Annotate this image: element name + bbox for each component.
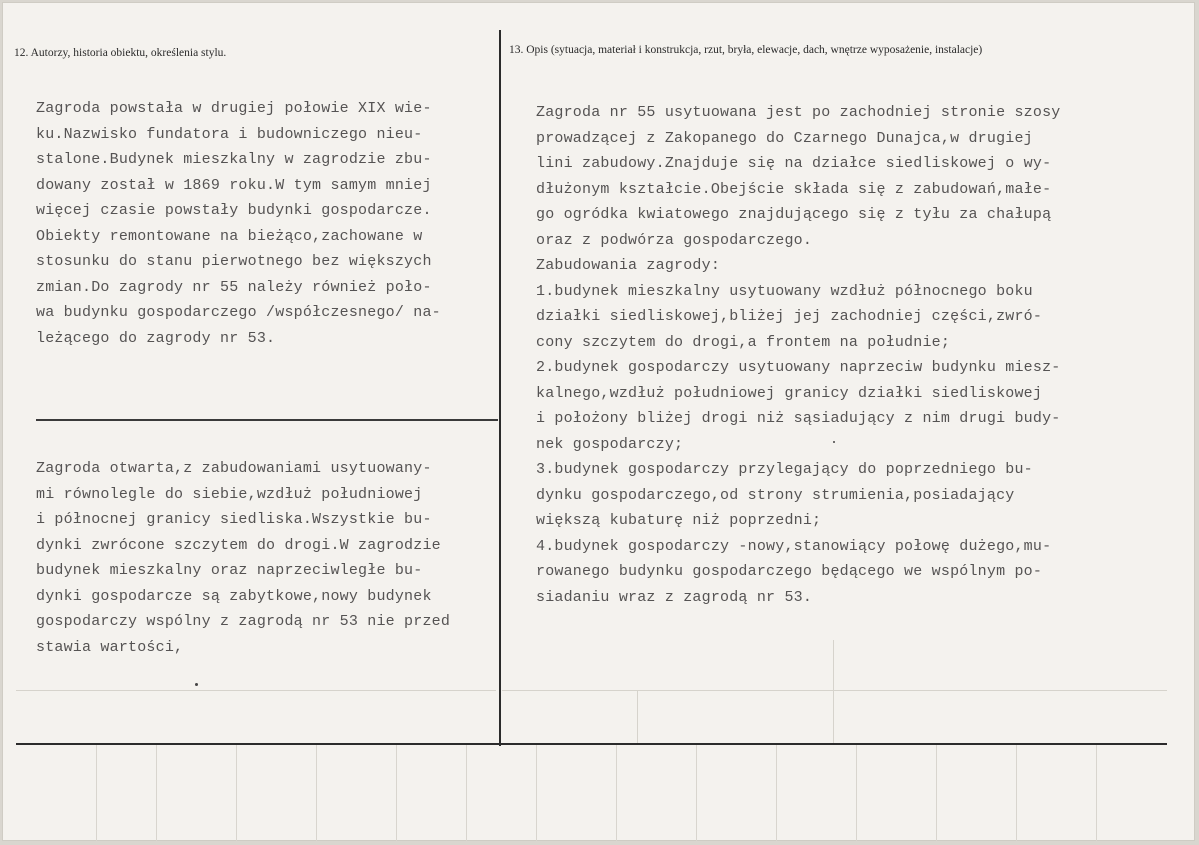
history-text: Zagroda powstała w drugiej połowie XIX wie- ku.Nazwisko fundatora i budowniczego nieu- stalone.Budynek mieszkalny w zagrodzie zbu- dowany został w 1869 roku.W tym samym mniej więcej czasie powstały budynki gospodarcze. Obiekty remontowane na bieżąco,zachowane w stosunku do stanu pierwotnego bez większych zmian.Do zagrody nr 55 należy również poło- wa budynku gospodarczego /współczesnego/ na- leżącego do zagrody nr 53. [36, 100, 441, 347]
grid-cell [96, 745, 97, 841]
grid-cell [396, 745, 397, 841]
grid-cell [1096, 745, 1097, 841]
grid-cell [156, 745, 157, 841]
faint-rule [833, 640, 834, 743]
section-13-header: 13. Opis (sytuacja, materiał i konstrukcja, rzut, bryła, elewacje, dach, wnętrze wyposażenie, instalacje) [509, 44, 983, 56]
grid-cell [856, 745, 857, 841]
description-text: Zagroda nr 55 usytuowana jest po zachodniej stronie szosy prowadzącej z Zakopanego do Czarnego Dunajca,w drugiej lini zabudowy.Znajduje się na działce siedliskowej o wy- dłużonym kształcie.Obejście składa się z zabudowań,małe- go ogródka kwiatowego znajdującego się z tyłu za chałupą oraz z podwórza gospodarczego. Zabudowania zagrody: 1.budynek mieszkalny usytuowany wzdłuż północnego boku działki siedliskowej,bliżej jej zachodniej części,zwró- cony szczytem do drogi,a frontem na południe; 2.budynek gospodarczy usytuowany naprzeciw budynku miesz- kalnego,wzdłuż południowej granicy działki siedliskowej i położony bliżej drogi niż sąsiadujący z nim drugi budy- nek gospodarczy; 3.budynek gospodarczy przylegający do poprzedniego bu- dynku gospodarczego,od strony strumienia,posiadający większą kubaturę niż poprzedni; 4.budynek gospodarczy -nowy,stanowiący połowę dużego,mu- rowanego budynku gospodarczego będącego we wspólnym po- siadaniu wraz z zagrodą nr 53. [536, 104, 1061, 606]
grid-cell [316, 745, 317, 841]
section-divider [36, 419, 498, 421]
ink-dot [833, 441, 835, 443]
bottom-grid [16, 745, 1167, 841]
layout-text: Zagroda otwarta,z zabudowaniami usytuowany- mi równolegle do siebie,wzdłuż południowej i północnej granicy siedliska.Wszystkie bu- dynki zwrócone szczytem do drogi.W zagrodzie budynek mieszkalny oraz naprzeciwległe bu- dynki gospodarcze są zabytkowe,nowy budynek gospodarczy wspólny z zagrodą nr 53 nie przed stawia wartości, [36, 460, 451, 656]
grid-cell [616, 745, 617, 841]
grid-cell [1016, 745, 1017, 841]
faint-rule [502, 690, 1167, 691]
grid-cell [696, 745, 697, 841]
ink-dot [195, 683, 198, 686]
column-divider [499, 30, 501, 746]
grid-cell [466, 745, 467, 841]
grid-cell [936, 745, 937, 841]
faint-rule [637, 690, 638, 743]
faint-rule [16, 690, 496, 691]
section-12-header: 12. Autorzy, historia obiektu, określenia stylu. [14, 47, 227, 59]
grid-cell [536, 745, 537, 841]
grid-cell [776, 745, 777, 841]
grid-cell [236, 745, 237, 841]
